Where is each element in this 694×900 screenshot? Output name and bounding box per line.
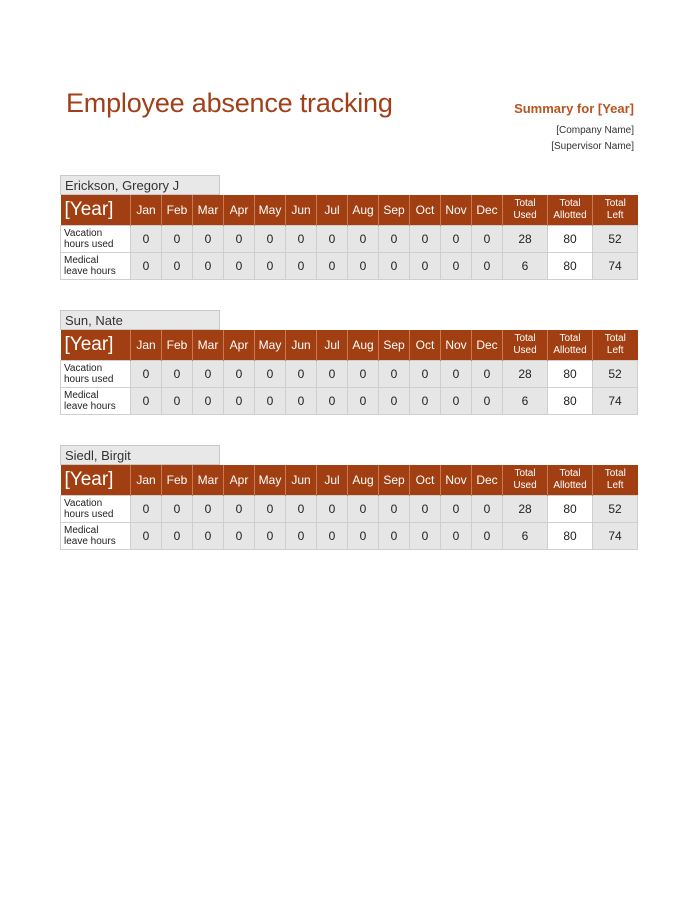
header-line: Total — [559, 198, 581, 209]
month-header: Dec — [472, 465, 503, 496]
employee-section — [60, 310, 636, 415]
row-label-line: leave hours — [64, 266, 116, 277]
month-cell[interactable]: 0 — [441, 388, 472, 415]
row-label — [61, 226, 131, 253]
month-cell[interactable]: 0 — [472, 226, 503, 253]
month-cell[interactable]: 0 — [317, 253, 348, 280]
month-cell[interactable]: 0 — [162, 361, 193, 388]
month-cell[interactable]: 0 — [131, 388, 162, 415]
month-cell[interactable]: 0 — [379, 361, 410, 388]
month-cell[interactable]: 0 — [162, 388, 193, 415]
total-allotted-header — [548, 465, 593, 496]
month-header: Oct — [410, 195, 441, 226]
row-label — [61, 253, 131, 280]
total-left-header — [593, 465, 638, 496]
month-header: Mar — [193, 330, 224, 361]
month-header: Feb — [162, 330, 193, 361]
month-header: Jul — [317, 465, 348, 496]
total-allotted-cell[interactable]: 80 — [548, 388, 593, 415]
row-label — [61, 496, 131, 523]
month-cell[interactable]: 0 — [410, 523, 441, 550]
month-cell[interactable]: 0 — [379, 496, 410, 523]
supervisor-name[interactable]: [Supervisor Name] — [551, 141, 634, 152]
month-cell[interactable]: 0 — [131, 496, 162, 523]
total-allotted-cell[interactable]: 80 — [548, 496, 593, 523]
month-header: Sep — [379, 330, 410, 361]
total-left-cell: 52 — [593, 496, 638, 523]
header-line: Total — [604, 333, 626, 344]
month-cell[interactable]: 0 — [348, 496, 379, 523]
total-left-cell: 74 — [593, 388, 638, 415]
employee-name[interactable]: Sun, Nate — [60, 310, 220, 330]
month-header: May — [255, 330, 286, 361]
month-cell[interactable]: 0 — [162, 523, 193, 550]
total-left-cell: 74 — [593, 253, 638, 280]
total-allotted-cell[interactable]: 80 — [548, 226, 593, 253]
header-row — [61, 330, 638, 361]
header-line: Used — [513, 210, 537, 221]
month-cell[interactable]: 0 — [286, 253, 317, 280]
row-label-line: Medical — [64, 255, 99, 266]
month-cell[interactable]: 0 — [317, 226, 348, 253]
month-header: Dec — [472, 330, 503, 361]
total-used-cell: 28 — [503, 226, 548, 253]
month-header: Feb — [162, 465, 193, 496]
header-line: Allotted — [553, 480, 587, 491]
absence-table — [60, 195, 638, 280]
month-cell[interactable]: 0 — [348, 253, 379, 280]
row-label-line: Medical — [64, 525, 99, 536]
year-header[interactable]: [Year] — [61, 195, 131, 226]
month-cell[interactable]: 0 — [472, 388, 503, 415]
header-line: Allotted — [553, 345, 587, 356]
month-cell[interactable]: 0 — [410, 253, 441, 280]
month-header: May — [255, 465, 286, 496]
month-header: Jun — [286, 195, 317, 226]
total-used-cell: 28 — [503, 496, 548, 523]
header-row — [61, 465, 638, 496]
employee-name[interactable]: Erickson, Gregory J — [60, 175, 220, 195]
month-cell[interactable]: 0 — [410, 361, 441, 388]
total-left-header — [593, 330, 638, 361]
row-label-line: Vacation — [64, 498, 103, 509]
header-line: Total — [514, 333, 536, 344]
header-line: Used — [513, 480, 537, 491]
month-cell[interactable]: 0 — [193, 361, 224, 388]
month-header: May — [255, 195, 286, 226]
month-cell[interactable]: 0 — [162, 496, 193, 523]
month-header: Nov — [441, 465, 472, 496]
row-label-line: hours used — [64, 374, 114, 385]
month-cell[interactable]: 0 — [131, 523, 162, 550]
total-allotted-header — [548, 195, 593, 226]
month-cell[interactable]: 0 — [348, 523, 379, 550]
month-cell[interactable]: 0 — [193, 226, 224, 253]
total-left-header — [593, 195, 638, 226]
month-header: Aug — [348, 195, 379, 226]
month-cell[interactable]: 0 — [379, 226, 410, 253]
total-left-cell: 52 — [593, 226, 638, 253]
month-header: Jan — [131, 330, 162, 361]
month-cell[interactable]: 0 — [255, 226, 286, 253]
total-used-header — [503, 465, 548, 496]
month-cell[interactable]: 0 — [379, 388, 410, 415]
total-allotted-cell[interactable]: 80 — [548, 523, 593, 550]
month-cell[interactable]: 0 — [131, 226, 162, 253]
month-header: Mar — [193, 195, 224, 226]
month-cell[interactable]: 0 — [131, 361, 162, 388]
absence-table — [60, 465, 638, 550]
month-header: Oct — [410, 330, 441, 361]
month-cell[interactable]: 0 — [286, 496, 317, 523]
row-label-line: leave hours — [64, 401, 116, 412]
month-cell[interactable]: 0 — [441, 361, 472, 388]
row-label-line: leave hours — [64, 536, 116, 547]
table-row — [61, 496, 638, 523]
month-header: Apr — [224, 330, 255, 361]
month-cell[interactable]: 0 — [131, 253, 162, 280]
employee-section — [60, 175, 636, 280]
month-cell[interactable]: 0 — [193, 496, 224, 523]
month-cell[interactable]: 0 — [224, 361, 255, 388]
table-row — [61, 226, 638, 253]
row-label-line: Vacation — [64, 228, 103, 239]
month-header: Sep — [379, 195, 410, 226]
month-cell[interactable]: 0 — [410, 226, 441, 253]
month-header: Jun — [286, 465, 317, 496]
header-row — [61, 195, 638, 226]
month-cell[interactable]: 0 — [224, 226, 255, 253]
table-row — [61, 388, 638, 415]
month-cell[interactable]: 0 — [317, 523, 348, 550]
month-cell[interactable]: 0 — [379, 523, 410, 550]
employee-section — [60, 445, 636, 550]
month-cell[interactable]: 0 — [255, 361, 286, 388]
month-cell[interactable]: 0 — [193, 523, 224, 550]
header-line: Allotted — [553, 210, 587, 221]
header-line: Total — [514, 468, 536, 479]
employee-name[interactable]: Siedl, Birgit — [60, 445, 220, 465]
month-cell[interactable]: 0 — [348, 361, 379, 388]
month-header: Nov — [441, 330, 472, 361]
total-allotted-cell[interactable]: 80 — [548, 361, 593, 388]
month-cell[interactable]: 0 — [472, 361, 503, 388]
month-header: Jan — [131, 195, 162, 226]
header-line: Left — [606, 345, 624, 356]
total-left-cell: 74 — [593, 523, 638, 550]
month-header: Mar — [193, 465, 224, 496]
month-header: Jun — [286, 330, 317, 361]
month-cell[interactable]: 0 — [286, 523, 317, 550]
month-header: Sep — [379, 465, 410, 496]
absence-table — [60, 330, 638, 415]
month-cell[interactable]: 0 — [193, 388, 224, 415]
month-header: Apr — [224, 465, 255, 496]
total-used-cell: 6 — [503, 388, 548, 415]
year-header[interactable]: [Year] — [61, 330, 131, 361]
month-cell[interactable]: 0 — [162, 253, 193, 280]
month-header: Nov — [441, 195, 472, 226]
row-label-line: Vacation — [64, 363, 103, 374]
header-line: Left — [606, 210, 624, 221]
total-used-cell: 28 — [503, 361, 548, 388]
month-cell[interactable]: 0 — [286, 388, 317, 415]
row-label-line: Medical — [64, 390, 99, 401]
year-header[interactable]: [Year] — [61, 465, 131, 496]
month-cell[interactable]: 0 — [472, 253, 503, 280]
total-used-header — [503, 330, 548, 361]
month-cell[interactable]: 0 — [317, 361, 348, 388]
row-label-line: hours used — [64, 509, 114, 520]
month-cell[interactable]: 0 — [193, 253, 224, 280]
month-cell[interactable]: 0 — [224, 523, 255, 550]
row-label — [61, 388, 131, 415]
table-row — [61, 361, 638, 388]
month-cell[interactable]: 0 — [317, 496, 348, 523]
month-cell[interactable]: 0 — [441, 496, 472, 523]
row-label-line: hours used — [64, 239, 114, 250]
month-cell[interactable]: 0 — [286, 361, 317, 388]
header-line: Total — [514, 198, 536, 209]
month-cell[interactable]: 0 — [255, 523, 286, 550]
month-cell[interactable]: 0 — [441, 523, 472, 550]
month-header: Apr — [224, 195, 255, 226]
summary-title: Summary for [Year] — [514, 101, 634, 116]
month-cell[interactable]: 0 — [410, 496, 441, 523]
month-cell[interactable]: 0 — [286, 226, 317, 253]
total-used-cell: 6 — [503, 253, 548, 280]
page-title: Employee absence tracking — [66, 88, 393, 118]
total-left-cell: 52 — [593, 361, 638, 388]
total-used-cell: 6 — [503, 523, 548, 550]
month-cell[interactable]: 0 — [441, 226, 472, 253]
summary-block — [514, 101, 634, 155]
month-cell[interactable]: 0 — [255, 496, 286, 523]
total-allotted-header — [548, 330, 593, 361]
month-header: Jul — [317, 195, 348, 226]
month-header: Jan — [131, 465, 162, 496]
month-cell[interactable]: 0 — [255, 388, 286, 415]
company-name[interactable]: [Company Name] — [556, 125, 634, 136]
header-line: Total — [604, 468, 626, 479]
month-cell[interactable]: 0 — [472, 496, 503, 523]
month-header: Oct — [410, 465, 441, 496]
total-allotted-cell[interactable]: 80 — [548, 253, 593, 280]
table-row — [61, 253, 638, 280]
row-label — [61, 523, 131, 550]
header-line: Total — [559, 468, 581, 479]
row-label — [61, 361, 131, 388]
month-cell[interactable]: 0 — [255, 253, 286, 280]
header-line: Used — [513, 345, 537, 356]
month-header: Jul — [317, 330, 348, 361]
month-cell[interactable]: 0 — [162, 226, 193, 253]
header-line: Total — [604, 198, 626, 209]
month-cell[interactable]: 0 — [348, 388, 379, 415]
month-cell[interactable]: 0 — [224, 496, 255, 523]
header-line: Total — [559, 333, 581, 344]
month-cell[interactable]: 0 — [472, 523, 503, 550]
month-cell[interactable]: 0 — [348, 226, 379, 253]
month-cell[interactable]: 0 — [317, 388, 348, 415]
month-header: Aug — [348, 465, 379, 496]
month-header: Dec — [472, 195, 503, 226]
month-cell[interactable]: 0 — [441, 253, 472, 280]
total-used-header — [503, 195, 548, 226]
table-row — [61, 523, 638, 550]
header-line: Left — [606, 480, 624, 491]
month-cell[interactable]: 0 — [224, 388, 255, 415]
month-cell[interactable]: 0 — [379, 253, 410, 280]
month-header: Aug — [348, 330, 379, 361]
month-cell[interactable]: 0 — [410, 388, 441, 415]
month-header: Feb — [162, 195, 193, 226]
month-cell[interactable]: 0 — [224, 253, 255, 280]
